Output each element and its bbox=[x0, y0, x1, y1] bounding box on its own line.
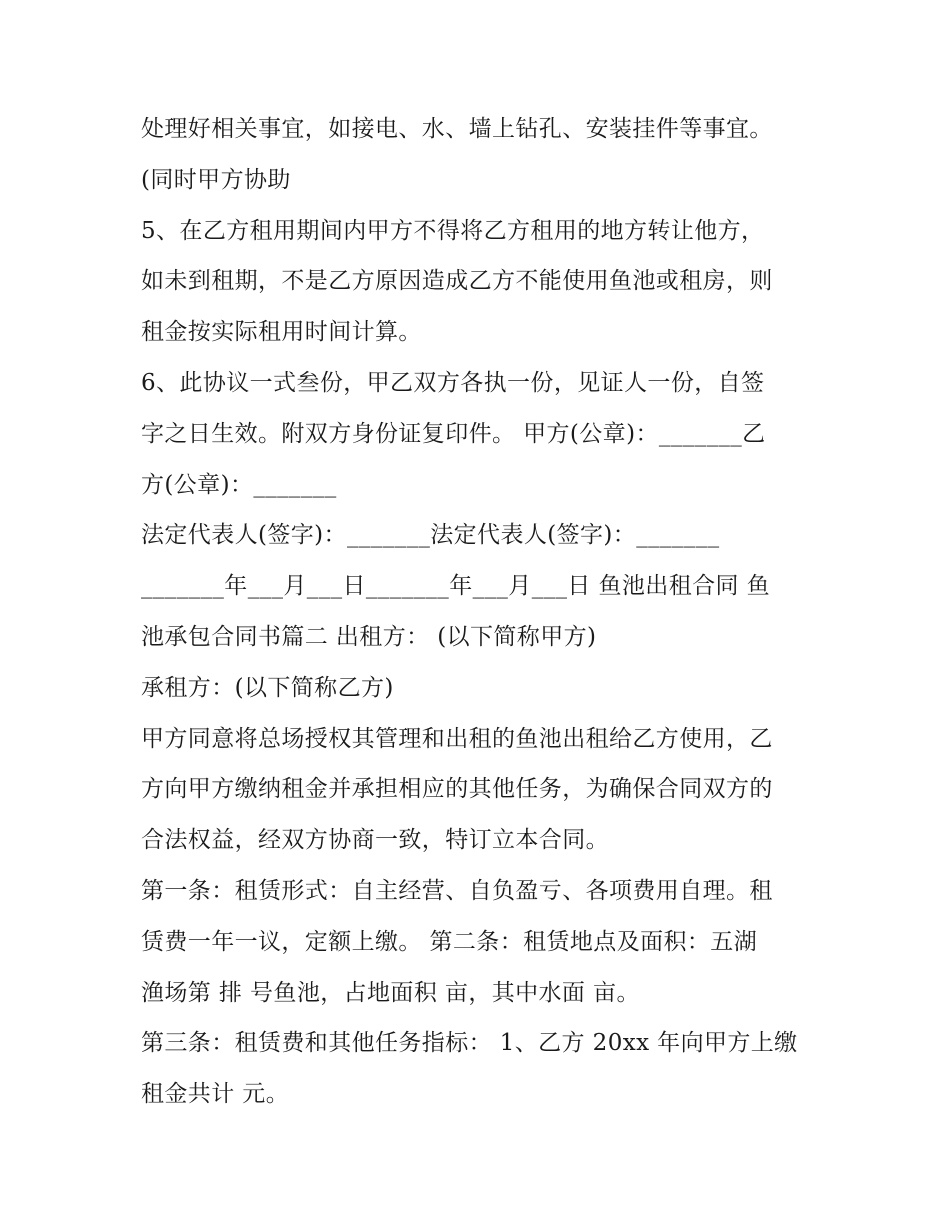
article-1-line: 第一条：租赁形式：自主经营、自负盈亏、各项费用自理。租 bbox=[141, 877, 773, 904]
clause-6-line: 6、此协议一式叁份，甲乙双方各执一份，见证人一份，自签 bbox=[141, 369, 765, 396]
text-line: 甲方同意将总场授权其管理和出租的鱼池出租给乙方使用，乙 bbox=[141, 725, 773, 752]
text-line: 租金共计 元。 bbox=[141, 1081, 290, 1108]
article-3-line: 第三条：租赁费和其他任务指标： 1、乙方 20xx 年向甲方上缴 bbox=[141, 1030, 798, 1057]
text-line: 如未到租期，不是乙方原因造成乙方不能使用鱼池或租房，则 bbox=[141, 268, 773, 295]
legal-representative-line: 法定代表人(签字)：_______法定代表人(签字)：_______ bbox=[141, 522, 720, 549]
text-line: 处理好相关事宜，如接电、水、墙上钻孔、安装挂件等事宜。 bbox=[141, 116, 773, 142]
text-line: 渔场第 排 号鱼池，占地面积 亩，其中水面 亩。 bbox=[141, 979, 640, 1006]
signature-line-party-a: 字之日生效。附双方身份证复印件。 甲方(公章)：_______乙 bbox=[141, 420, 766, 447]
text-line: 租金按实际租用时间计算。 bbox=[141, 319, 422, 346]
text-line: (同时甲方协助 bbox=[141, 166, 291, 193]
contract-text-body bbox=[141, 104, 821, 1120]
text-line: 方向甲方缴纳租金并承担相应的其他任务，为确保合同双方的 bbox=[141, 776, 773, 803]
contract-two-heading-line: 池承包合同书篇二 出租方： (以下简称甲方) bbox=[141, 623, 597, 650]
lessee-line: 承租方：(以下简称乙方) bbox=[141, 674, 394, 701]
article-2-line: 赁费一年一议，定额上缴。 第二条：租赁地点及面积：五湖 bbox=[141, 928, 758, 955]
text-line: 合法权益，经双方协商一致，特订立本合同。 bbox=[141, 827, 609, 854]
clause-5-line: 5、在乙方租用期间内甲方不得将乙方租用的地方转让他方， bbox=[141, 217, 765, 244]
signature-line-party-b: 方(公章)：_______ bbox=[141, 471, 337, 498]
date-line: _______年___月___日_______年___月___日 鱼池出租合同 鱼 bbox=[141, 573, 771, 600]
